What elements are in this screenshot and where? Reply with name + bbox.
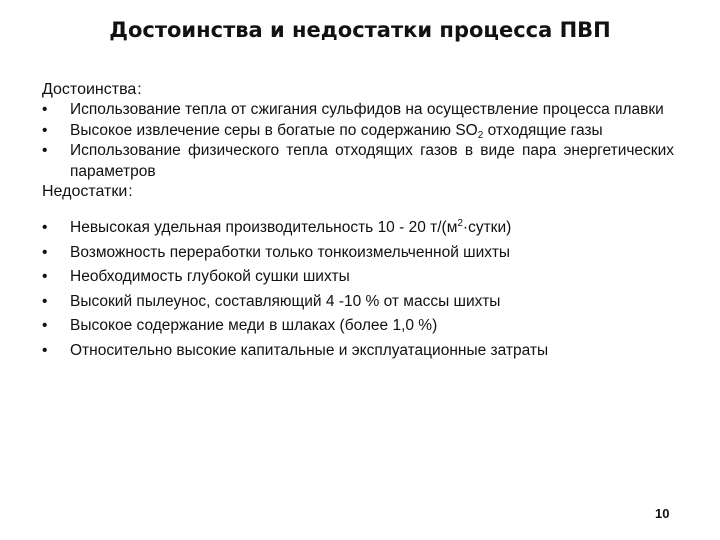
disadvantage-text: Высокое содержание меди в шлаках (более 1,0 %)	[70, 317, 438, 334]
slide-content	[42, 80, 674, 363]
bullet-icon: •	[42, 292, 48, 310]
disadvantage-text: Возможность переработки только тонкоизмельченной шихты	[70, 243, 511, 261]
advantage-text: Использование тепла от сжигания сульфидов на осуществление процесса плавки	[70, 101, 664, 118]
disadvantages-heading-colon: :	[128, 183, 133, 200]
bullet-icon: •	[42, 317, 48, 334]
advantage-text-pre: Высокое извлечение серы в богатые по содержанию SO	[70, 121, 478, 139]
bullet-icon: •	[42, 341, 48, 359]
disadvantage-superscript: 2	[457, 218, 463, 229]
list-item	[42, 216, 674, 241]
disadvantage-text-post: ·сутки)	[462, 219, 512, 236]
slide-title: Достоинства и недостатки процесса ПВП	[109, 18, 611, 42]
list-item	[42, 241, 674, 266]
disadvantages-list	[42, 216, 674, 363]
advantage-subscript: 2	[477, 129, 484, 141]
bullet-icon: •	[42, 101, 48, 118]
disadvantages-heading-text: Недостатки	[42, 183, 128, 200]
advantages-heading-colon: :	[137, 81, 142, 98]
list-item	[42, 265, 674, 290]
list-item	[42, 141, 674, 182]
bullet-icon: •	[42, 121, 48, 139]
advantages-list	[42, 100, 674, 182]
advantage-text-post: отходящие газы	[483, 121, 603, 139]
advantage-text: Использование физического тепла отходящих газов в виде пара энергетических параметров	[70, 142, 674, 180]
list-item	[42, 121, 674, 142]
disadvantage-text: Относительно высокие капитальные и эксплуатационные затраты	[70, 341, 549, 359]
bullet-icon: •	[42, 142, 48, 159]
bullet-icon: •	[42, 268, 48, 285]
advantages-heading	[42, 80, 674, 100]
page-number: 10	[655, 506, 670, 521]
bullet-icon: •	[42, 243, 48, 261]
disadvantages-heading	[42, 182, 674, 202]
list-item	[42, 100, 674, 121]
disadvantage-text-pre: Невысокая удельная производительность 10 - 20 т/(м	[70, 219, 458, 236]
bullet-icon: •	[42, 219, 48, 236]
disadvantage-text: Необходимость глубокой сушки шихты	[70, 268, 350, 285]
list-item	[42, 314, 674, 339]
list-item	[42, 339, 674, 364]
advantages-heading-text: Достоинства	[42, 81, 137, 98]
disadvantage-text: Высокий пылеунос, составляющий 4 -10 % от массы шихты	[70, 292, 501, 310]
list-item	[42, 290, 674, 315]
